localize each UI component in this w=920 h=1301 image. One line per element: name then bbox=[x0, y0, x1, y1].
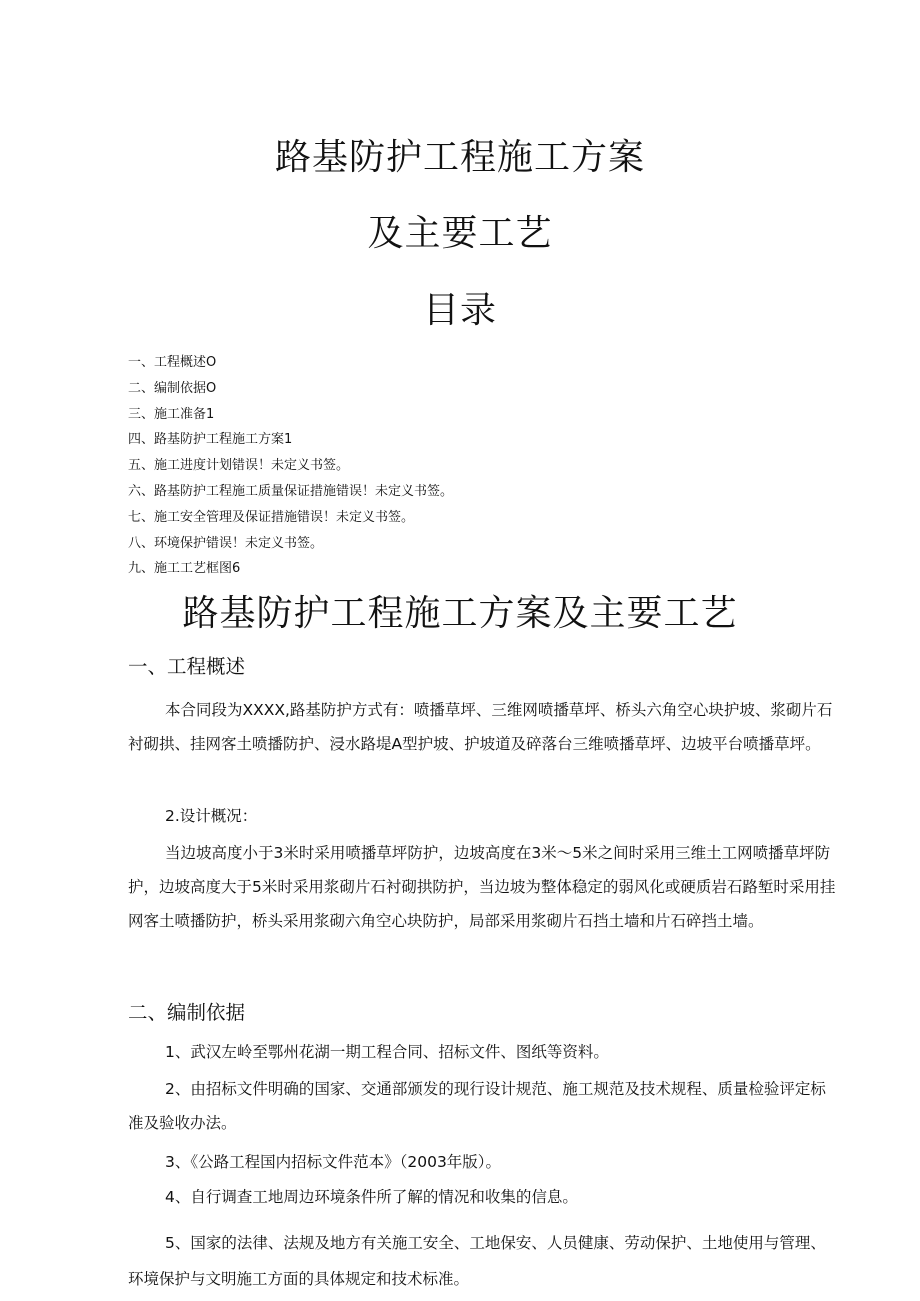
toc-item[interactable]: 一、工程概述O bbox=[128, 355, 217, 370]
document-title-line2: 及主要工艺 bbox=[367, 213, 553, 254]
toc-item[interactable]: 七、施工安全管理及保证措施错误！未定义书签。 bbox=[128, 509, 415, 525]
toc-item[interactable]: 五、施工进度计划错误！未定义书签。 bbox=[128, 458, 350, 474]
toc-item[interactable]: 六、路基防护工程施工质量保证措施错误！未定义书签。 bbox=[128, 483, 454, 499]
section-heading-basis: 二、编制依据 bbox=[128, 1001, 246, 1024]
basis-item: 3、《公路工程国内招标文件范本》（2003年版）。 bbox=[165, 1153, 502, 1171]
design-overview-subheading: 2.设计概况： bbox=[165, 807, 258, 825]
basis-item: 4、自行调查工地周边环境条件所了解的情况和收集的信息。 bbox=[165, 1188, 578, 1206]
section-heading-overview: 一、工程概述 bbox=[128, 655, 246, 678]
main-title: 路基防护工程施工方案及主要工艺 bbox=[182, 593, 738, 634]
overview-paragraph: 本合同段为XXXX,路基防护方式有：喷播草坪、三维网喷播草坪、桥头六角空心块护坡、浆砌片石衬砌拱、挂网客土喷播防护、浸水路堤A型护坡、护坡道及碎落台三维喷播草坪、边坡平台喷播草坪。 bbox=[128, 701, 833, 753]
toc-item[interactable]: 二、编制依据O bbox=[128, 380, 217, 396]
toc-title: 目录 bbox=[422, 290, 497, 331]
basis-item: 5、国家的法律、法规及地方有关施工安全、工地保安、人员健康、劳动保护、土地使用与管理、环境保护与文明施工方面的具体规定和技术标准。 bbox=[128, 1234, 826, 1288]
table-of-contents bbox=[128, 350, 453, 582]
toc-item[interactable]: 八、环境保护错误！未定义书签。 bbox=[128, 535, 324, 551]
toc-item[interactable]: 九、施工工艺框图6 bbox=[128, 561, 241, 577]
document-title-line1: 路基防护工程施工方案 bbox=[274, 137, 645, 178]
toc-item[interactable]: 三、施工准备1 bbox=[128, 406, 215, 422]
basis-item: 1、武汉左岭至鄂州花湖一期工程合同、招标文件、图纸等资料。 bbox=[165, 1043, 609, 1061]
basis-item: 2、由招标文件明确的国家、交通部颁发的现行设计规范、施工规范及技术规程、质量检验评定标准及验收办法。 bbox=[128, 1080, 826, 1132]
design-overview-paragraph: 当边坡高度小于3米时采用喷播草坪防护，边坡高度在3米～5米之间时采用三维土工网喷播草坪防护，边坡高度大于5米时采用浆砌片石衬砌拱防护，当边坡为整体稳定的弱风化或硬质岩石路堑时采用挂网客土喷播防护，桥头采用浆砌六角空心块防护，局部采用浆砌片石挡土墙和片石碎挡土墙。 bbox=[128, 844, 836, 930]
toc-item[interactable]: 四、路基防护工程施工方案1 bbox=[128, 432, 293, 448]
